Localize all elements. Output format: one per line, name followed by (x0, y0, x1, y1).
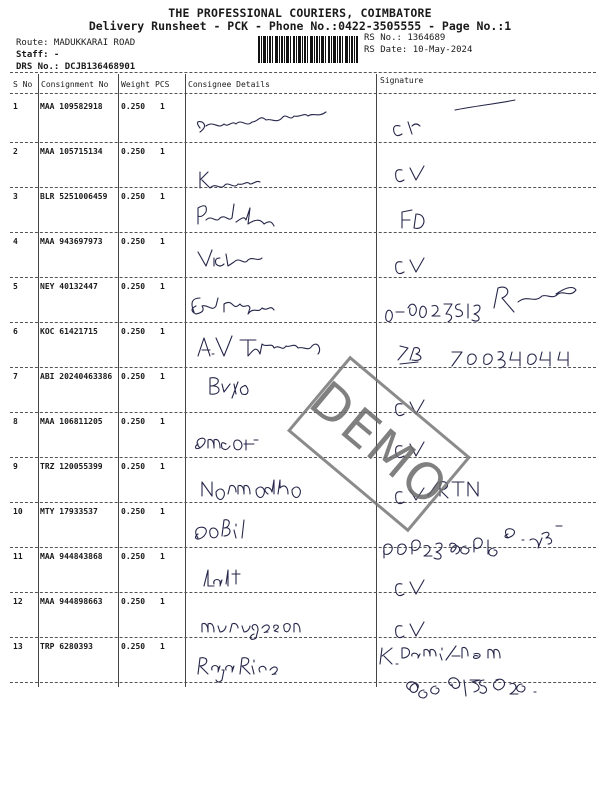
row-consignment-no: BLR 5251006459 (40, 192, 108, 201)
row-pcs: 1 (160, 192, 165, 201)
row-pcs: 1 (160, 417, 165, 426)
row-pcs: 1 (160, 642, 165, 651)
row-sno: 13 (13, 642, 23, 651)
rs-number: RS No.: 1364689 (364, 33, 446, 43)
row-sno: 11 (13, 552, 23, 561)
row-pcs: 1 (160, 327, 165, 336)
row-weight: 0.250 (121, 642, 146, 651)
row-pcs: 1 (160, 462, 165, 471)
row-sno: 9 (13, 462, 18, 471)
row-sno: 7 (13, 372, 18, 381)
staff-label: Staff: - (16, 50, 60, 60)
row-sno: 5 (13, 282, 18, 291)
col-header-weight: Weight (121, 80, 150, 89)
company-title: THE PROFESSIONAL COURIERS, COIMBATORE (168, 6, 432, 20)
runsheet-subtitle: Delivery Runsheet - PCK - Phone No.:0422-3505555 - Page No.:1 (88, 19, 512, 33)
col-header-consignment: Consignment No (41, 80, 109, 89)
col-header-signature: Signature (380, 76, 424, 85)
row-weight: 0.250 (121, 102, 146, 111)
row-consignment-no: MAA 109582918 (40, 102, 103, 111)
row-consignment-no: TRP 6280393 (40, 642, 93, 651)
col-header-sno: S No (13, 80, 33, 89)
row-pcs: 1 (160, 552, 165, 561)
row-weight: 0.250 (121, 192, 146, 201)
row-sno: 4 (13, 237, 18, 246)
row-weight: 0.250 (121, 327, 146, 336)
row-consignment-no: MTY 17933537 (40, 507, 98, 516)
drs-number: DRS No.: DCJB136468901 (16, 62, 136, 72)
demo-stamp: DEMO (287, 356, 471, 533)
col-header-pcs: PCS (155, 80, 170, 89)
row-weight: 0.250 (121, 597, 146, 606)
route-label: Route: MADUKKARAI ROAD (16, 38, 136, 48)
row-consignment-no: MAA 944843868 (40, 552, 103, 561)
row-weight: 0.250 (121, 417, 146, 426)
row-consignment-no: MAA 105715134 (40, 147, 103, 156)
row-sno: 8 (13, 417, 18, 426)
rs-date: RS Date: 10-May-2024 (364, 45, 473, 55)
row-pcs: 1 (160, 282, 165, 291)
row-weight: 0.250 (121, 552, 146, 561)
row-consignment-no: KOC 61421715 (40, 327, 98, 336)
row-pcs: 1 (160, 597, 165, 606)
row-consignment-no: TRZ 120055399 (40, 462, 103, 471)
row-weight: 0.250 (121, 462, 146, 471)
row-pcs: 1 (160, 147, 165, 156)
row-sno: 12 (13, 597, 23, 606)
row-sno: 3 (13, 192, 18, 201)
row-sno: 6 (13, 327, 18, 336)
row-weight: 0.250 (121, 147, 146, 156)
row-sno: 1 (13, 102, 18, 111)
row-consignment-no: MAA 944898663 (40, 597, 103, 606)
row-sno: 2 (13, 147, 18, 156)
row-pcs: 1 (160, 102, 165, 111)
row-consignment-no: MAA 943697973 (40, 237, 103, 246)
row-consignment-no: ABI 20240463386 (40, 372, 113, 381)
row-consignment-no: NEY 40132447 (40, 282, 98, 291)
row-weight: 0.250 (121, 372, 146, 381)
row-sno: 10 (13, 507, 23, 516)
row-weight: 0.250 (121, 237, 146, 246)
row-pcs: 1 (160, 237, 165, 246)
row-weight: 0.250 (121, 282, 146, 291)
row-pcs: 1 (160, 372, 165, 381)
row-consignment-no: MAA 106811205 (40, 417, 103, 426)
row-weight: 0.250 (121, 507, 146, 516)
row-pcs: 1 (160, 507, 165, 516)
col-header-consignee: Consignee Details (188, 80, 270, 89)
